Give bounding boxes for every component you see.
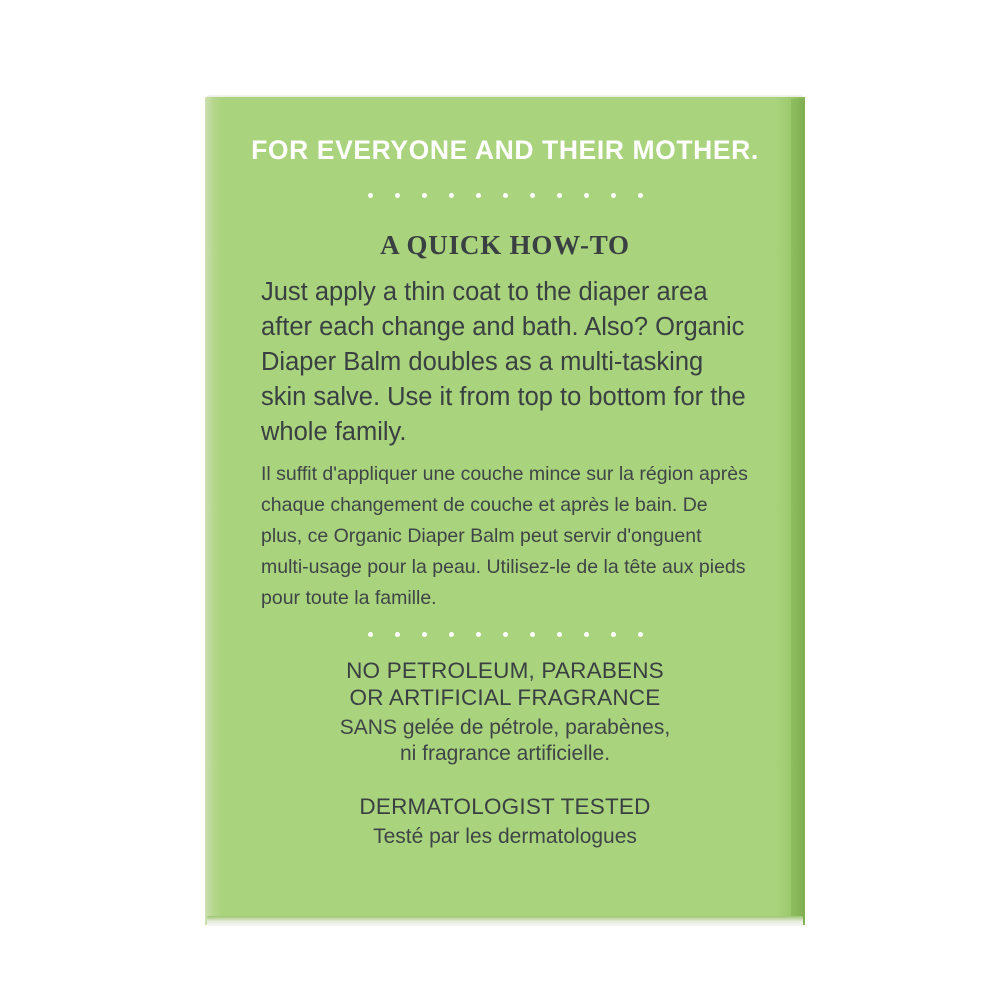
divider-dot bbox=[449, 193, 454, 198]
divider-dots-bottom bbox=[205, 632, 805, 637]
divider-dot bbox=[476, 632, 481, 637]
claim-english: DERMATOLOGIST TESTED bbox=[359, 794, 651, 819]
claim-english: NO PETROLEUM, PARABENS OR ARTIFICIAL FRAGRANCE bbox=[346, 658, 664, 710]
divider-dot bbox=[422, 632, 427, 637]
divider-dot bbox=[557, 193, 562, 198]
divider-dots-top bbox=[205, 193, 805, 198]
divider-dot bbox=[368, 632, 373, 637]
divider-dot bbox=[530, 632, 535, 637]
claim-french: SANS gelée de pétrole, parabènes, ni fragrance artificielle. bbox=[339, 716, 671, 765]
claim-block-1 bbox=[205, 657, 805, 767]
divider-dot bbox=[476, 193, 481, 198]
carton-left-shading bbox=[205, 97, 223, 925]
claim-block-2 bbox=[205, 793, 805, 850]
divider-dot bbox=[584, 193, 589, 198]
instructions-english: Just apply a thin coat to the diaper area after each change and bath. Also? Organic Diaper Balm doubles as a multi-tasking skin salve. Use it from top to bottom for the whole family. bbox=[261, 278, 746, 446]
product-box-back-panel bbox=[205, 97, 805, 925]
divider-dot bbox=[503, 632, 508, 637]
divider-dot bbox=[503, 193, 508, 198]
divider-dot bbox=[395, 632, 400, 637]
divider-dot bbox=[557, 632, 562, 637]
instructions-french: Il suffit d'appliquer une couche mince sur la région après chaque changement de couche et après le bain. De plus, ce Organic Diaper Balm peut servir d'onguent multi-usage pour la peau. Utilisez-le de la tête aux pieds pour toute la famille. bbox=[261, 463, 748, 609]
divider-dot bbox=[638, 193, 643, 198]
panel-content bbox=[205, 97, 805, 925]
carton-right-fold bbox=[791, 99, 805, 923]
how-to-subhead: A QUICK HOW-TO bbox=[380, 230, 630, 260]
divider-dot bbox=[449, 632, 454, 637]
divider-dot bbox=[638, 632, 643, 637]
divider-dot bbox=[611, 632, 616, 637]
carton-bottom-edge bbox=[207, 916, 803, 926]
claims-section bbox=[205, 657, 805, 850]
divider-dot bbox=[611, 193, 616, 198]
panel-headline: FOR EVERYONE AND THEIR MOTHER. bbox=[251, 135, 759, 165]
divider-dot bbox=[584, 632, 589, 637]
divider-dot bbox=[395, 193, 400, 198]
divider-dot bbox=[530, 193, 535, 198]
divider-dot bbox=[422, 193, 427, 198]
divider-dot bbox=[368, 193, 373, 198]
claim-french: Testé par les dermatologues bbox=[373, 825, 637, 848]
